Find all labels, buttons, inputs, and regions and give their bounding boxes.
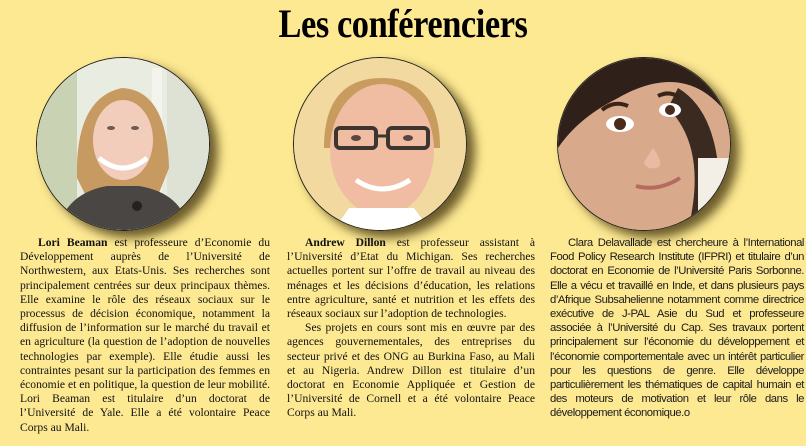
speaker-name: Andrew Dillon [305, 236, 386, 249]
bio-text: Ses projets en cours sont mis en œuvre par des agences gouvernementales, des entreprises du secteur privé et des ONG au Burkina Faso, au Mali et au Nigeria. Andrew Dillon est titulaire d’un doctorat en Economie Appliquée et Gestion de l’Université de Cornell et a été volontaire Peace Corps au Mali. [287, 321, 535, 420]
speaker-name: Lori Beaman [38, 236, 108, 249]
speaker-bio-clara-delavallade [550, 236, 804, 421]
page-title: Les conférenciers [278, 1, 528, 46]
bio-paragraph [287, 236, 535, 321]
portrait-woman-dark-hair-icon [558, 58, 730, 230]
speaker-photo-clara-delavallade [557, 57, 731, 231]
bio-paragraph [287, 321, 535, 420]
bio-paragraph [20, 236, 270, 435]
bio-text: Clara Delavallade est chercheure à l’International Food Policy Research Institute (IFPRI) et titulaire d’un doctorat en Economie de l’Université Paris Sorbonne. Elle a vécu et travaillé en Inde, et dans plusieurs pays d’Afrique Subsahelienne notamment comme directrice exécutive de J-PAL Asie du Sud et professeure associée à l’Université du Cap. Ses travaux portent principalement sur l’économie du développement et l’économie comportementale avec un intérêt particulier pour les questions de genre. Elle développe particulièrement les thématiques de capital humain et des moteurs de motivation et leur rôle dans le développement économique.o [550, 237, 804, 420]
bio-text: est professeur assistant à l’Université d’Etat du Michigan. Ses recherches actuelles portent sur l’offre de travail au niveau des ménages et les décisions d’éducation, les relations entre agriculture, santé et nutrition et les effets des réseaux sociaux sur l’adoption de technologies. [287, 236, 535, 321]
speaker-bio-andrew-dillon [287, 236, 535, 421]
speaker-photo-lori-beaman [36, 57, 210, 231]
bio-text: est professeure d’Economie du Développement auprès de l’Université de Northwestern, aux Etats-Unis. Ses recherches sont principalement centrées sur deux principaux thèmes. Elle examine le rôle des réseaux sociaux sur le processus de décision économique, notamment la diffusion de l’information sur le marché du travail et en agriculture (la question de l’adoption de nouvelles technologies par exemple). Elle étudie aussi les contraintes pesant sur la participation des femmes en économie et en politique, la question de leur mobilité. Lori Beaman est titulaire d’un doctorat de l’Université de Yale. Elle a été volontaire Peace Corps au Mali. [20, 236, 270, 434]
bio-paragraph [550, 236, 804, 421]
portrait-man-glasses-icon [294, 58, 466, 230]
portrait-woman-blonde-icon [37, 58, 209, 230]
speaker-bio-lori-beaman [20, 236, 270, 435]
speaker-photo-andrew-dillon [293, 57, 467, 231]
